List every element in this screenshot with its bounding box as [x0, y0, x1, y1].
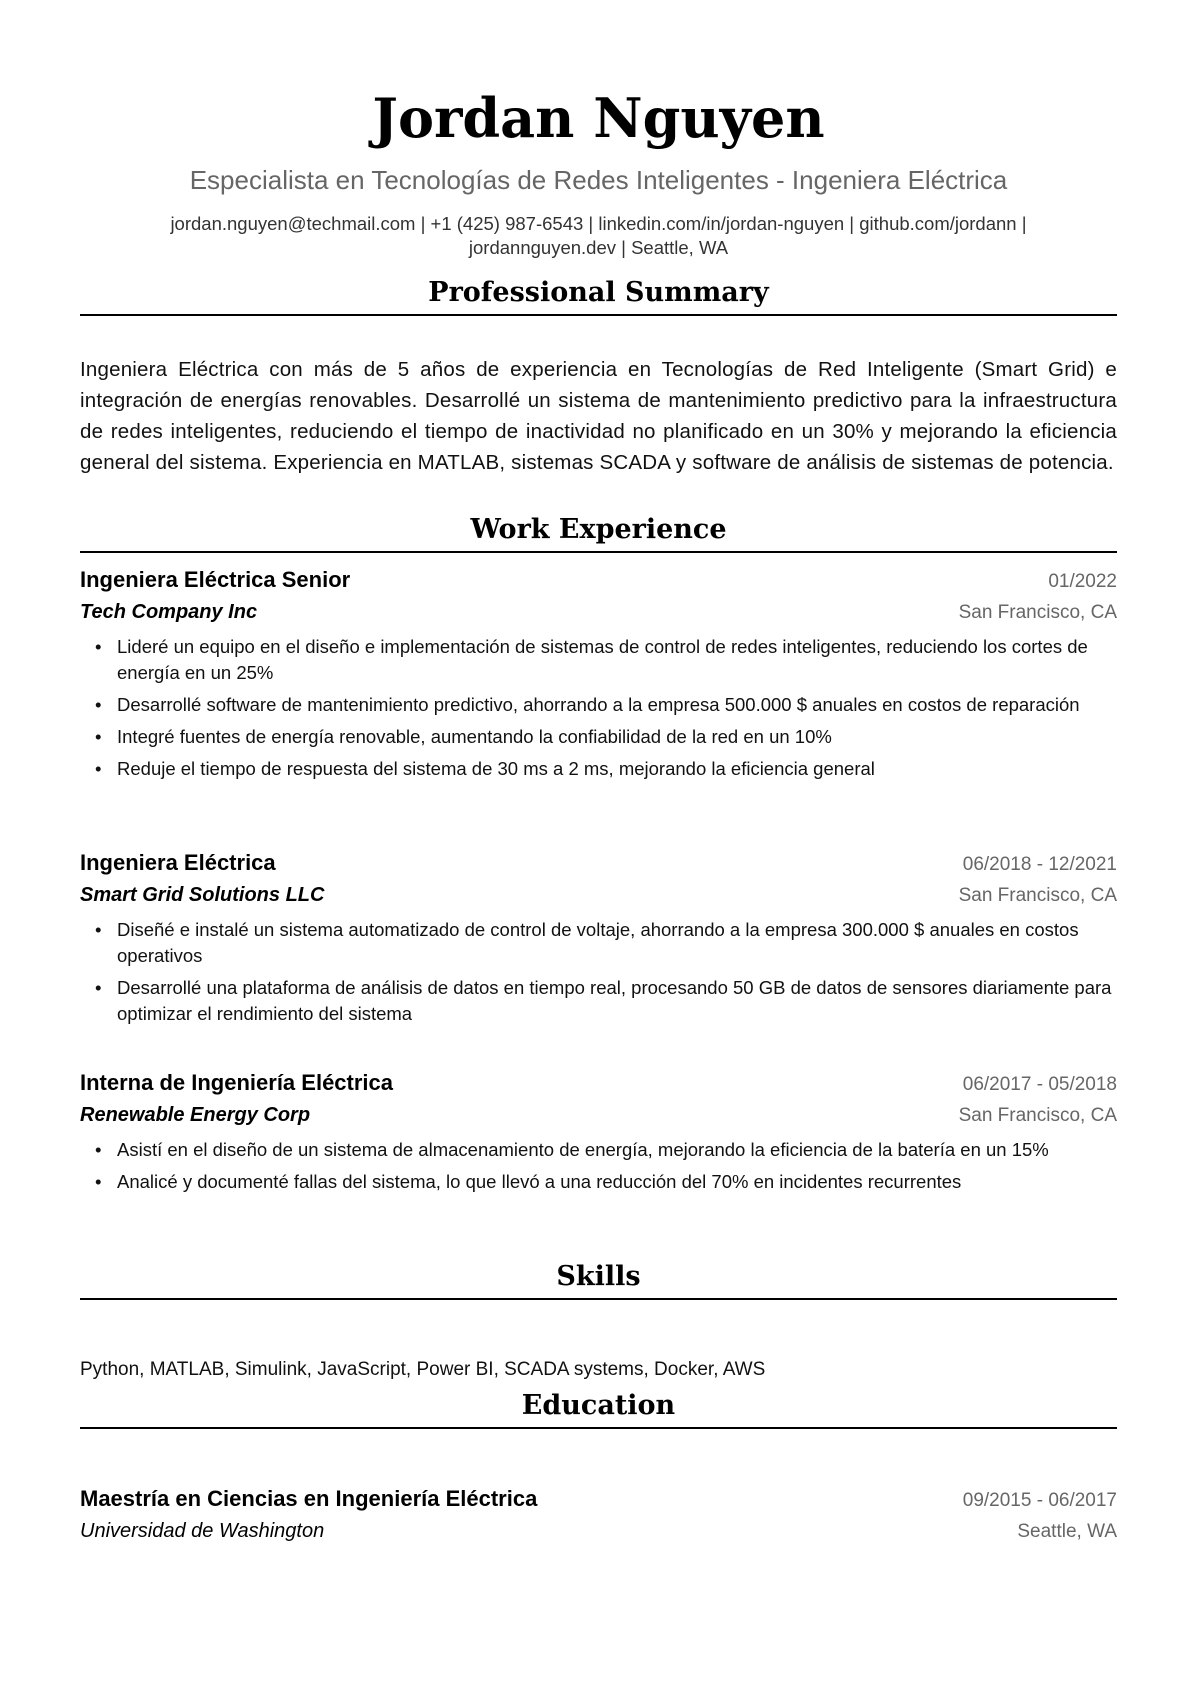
degree-title: Maestría en Ciencias en Ingeniería Eléctrica — [80, 1486, 538, 1511]
job-entry — [80, 848, 1117, 1033]
job-company: Renewable Energy Corp — [80, 1104, 311, 1126]
job-location: San Francisco, CA — [958, 1105, 1117, 1126]
summary-heading: Professional Summary — [80, 276, 1117, 316]
job-date: 06/2018 - 12/2021 — [962, 854, 1117, 875]
contact-line-1: jordan.nguyen@techmail.com | +1 (425) 987-6543 | linkedin.com/in/jordan-nguyen | github.com/jordann | — [170, 213, 1027, 234]
skills-heading: Skills — [80, 1260, 1117, 1300]
job-company: Smart Grid Solutions LLC — [80, 884, 325, 906]
job-bullet: • Reduje el tiempo de respuesta del sistema de 30 ms a 2 ms, mejorando la eficiencia general — [80, 756, 1117, 782]
job-bullets — [80, 917, 1117, 1027]
education-entry — [80, 1484, 1117, 1547]
job-bullets — [80, 1137, 1117, 1195]
job-company: Tech Company Inc — [80, 601, 258, 623]
education-location: Seattle, WA — [1017, 1521, 1117, 1542]
job-bullet: • Desarrollé una plataforma de análisis de datos en tiempo real, procesando 50 GB de datos de sensores diariamente para optimizar el rendimiento del sistema — [80, 975, 1117, 1027]
job-bullet: • Analicé y documenté fallas del sistema, lo que llevó a una reducción del 70% en incidentes recurrentes — [80, 1169, 1117, 1195]
education-date: 09/2015 - 06/2017 — [962, 1490, 1117, 1511]
summary-text: Ingeniera Eléctrica con más de 5 años de experiencia en Tecnologías de Red Inteligente (Smart Grid) e integración de energías renovables. Desarrollé un sistema de mantenimiento predictivo para la infraestructura de redes inteligentes, reduciendo el tiempo de inactividad no planificado en un 30% y mejorando la eficiencia general del sistema. Experiencia en MATLAB, sistemas SCADA y software de análisis de sistemas de potencia. — [80, 358, 1117, 474]
job-bullet: • Diseñé e instalé un sistema automatizado de control de voltaje, ahorrando a la empresa 300.000 $ anuales en costos operativos — [80, 917, 1117, 969]
job-title: Ingeniera Eléctrica Senior — [80, 567, 351, 592]
school-name: Universidad de Washington — [80, 1520, 325, 1542]
contact-info — [80, 212, 1117, 260]
job-bullet: • Asistí en el diseño de un sistema de almacenamiento de energía, mejorando la eficiencia de la batería en un 15% — [80, 1137, 1117, 1163]
contact-line-2: jordannguyen.dev | Seattle, WA — [468, 237, 729, 258]
job-bullet: • Desarrollé software de mantenimiento predictivo, ahorrando a la empresa 500.000 $ anuales en costos de reparación — [80, 692, 1117, 718]
job-location: San Francisco, CA — [958, 602, 1117, 623]
candidate-name: Jordan Nguyen — [372, 86, 825, 150]
job-bullet: • Lideré un equipo en el diseño e implementación de sistemas de control de redes inteligentes, reduciendo los cortes de energía en un 25% — [80, 634, 1117, 686]
candidate-headline: Especialista en Tecnologías de Redes Inteligentes - Ingeniera Eléctrica — [189, 165, 1008, 195]
job-date: 06/2017 - 05/2018 — [962, 1074, 1117, 1095]
education-heading: Education — [80, 1389, 1117, 1429]
job-date: 01/2022 — [1048, 571, 1117, 592]
job-location: San Francisco, CA — [958, 885, 1117, 906]
job-entry — [80, 1068, 1117, 1201]
job-bullet: • Integré fuentes de energía renovable, aumentando la confiabilidad de la red en un 10% — [80, 724, 1117, 750]
job-entry — [80, 565, 1117, 788]
experience-heading: Work Experience — [80, 513, 1117, 553]
skills-list: Python, MATLAB, Simulink, JavaScript, Power BI, SCADA systems, Docker, AWS — [80, 1359, 766, 1380]
job-title: Ingeniera Eléctrica — [80, 850, 276, 875]
job-title: Interna de Ingeniería Eléctrica — [80, 1070, 394, 1095]
job-bullets — [80, 634, 1117, 782]
